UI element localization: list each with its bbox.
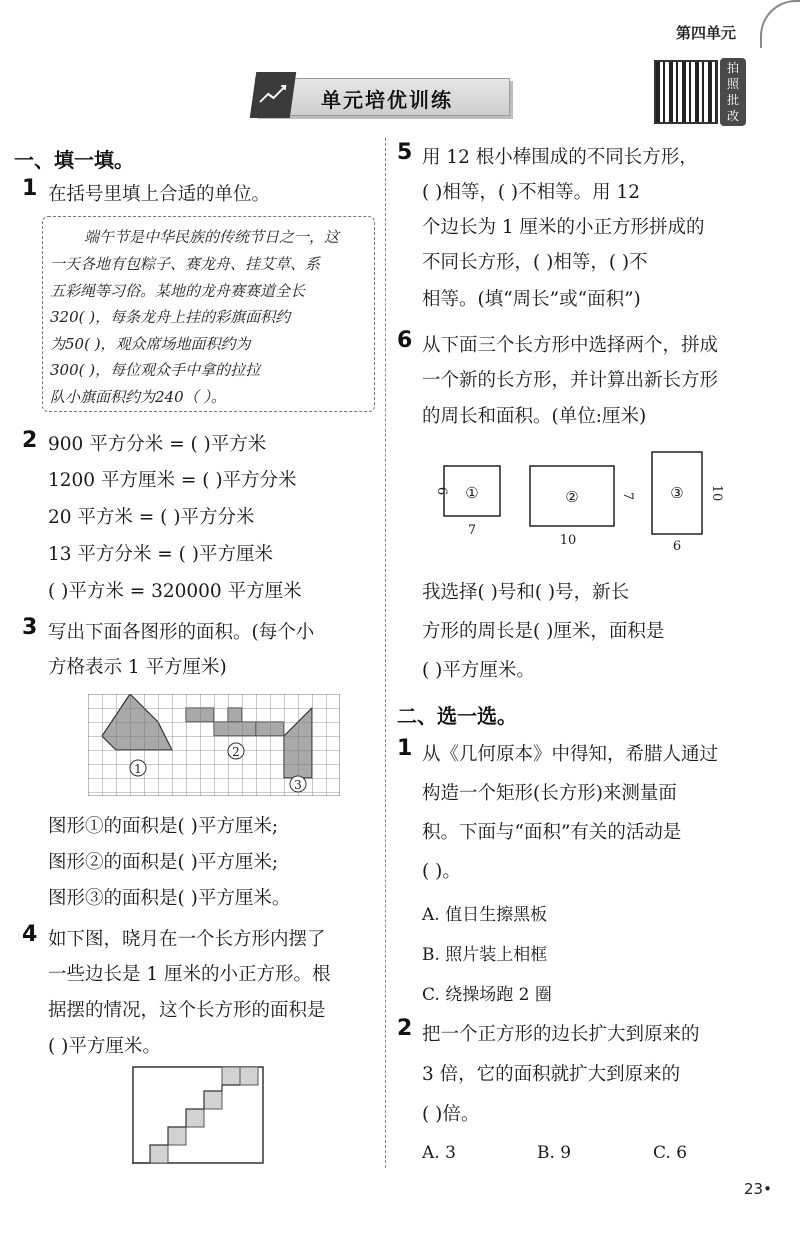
passage-line: 一天各地有包粽子、赛龙舟、挂艾草、系: [50, 255, 321, 273]
svg-text:3: 3: [294, 778, 302, 792]
passage-line: 300( )，每位观众手中拿的拉拉: [50, 361, 261, 379]
question-line: ( )平方厘米。: [48, 1036, 161, 1057]
passage-line: 端午节是中华民族的传统节日之一，这: [84, 228, 340, 246]
question-line: ( )相等，( )不相等。用 12: [422, 182, 641, 203]
question-number: 2: [22, 428, 38, 453]
question-line: 的周长和面积。(单位:厘米): [422, 406, 647, 427]
grid-figure: [88, 694, 340, 796]
conversion-line: ( )平方米 = 320000 平方厘米: [48, 581, 302, 602]
question-line: 构造一个矩形(长方形)来测量面: [422, 783, 677, 804]
question-line: 一个新的长方形，并计算出新长方形: [422, 370, 719, 391]
option-a: A. 值日生擦黑板: [422, 905, 548, 925]
conversion-line: 1200 平方厘米 = ( )平方分米: [48, 470, 297, 491]
answer-line: ( )平方厘米。: [422, 660, 535, 681]
question-line: 一些边长是 1 厘米的小正方形。根: [48, 964, 331, 985]
question-line: 方格表示 1 平方厘米): [48, 657, 227, 678]
passage-line: 队小旗面积约为240（ ）。: [50, 388, 226, 406]
svg-text:2: 2: [232, 745, 240, 759]
unit-label: 第四单元: [676, 24, 737, 42]
rect-1: [434, 466, 500, 538]
shape-label-2: [228, 743, 244, 759]
qr-tag-text: 拍照批改: [726, 61, 739, 123]
conversion-line: 900 平方分米 = ( )平方米: [48, 434, 267, 455]
staircase-figure: [132, 1066, 264, 1164]
banner-title: 单元培优训练: [321, 88, 453, 112]
conversion-line: 13 平方分米 = ( )平方厘米: [48, 544, 273, 565]
corner-decoration: [760, 0, 800, 48]
rect-1-height: 6: [434, 486, 449, 496]
rect-1-width: 7: [467, 523, 477, 538]
rect-3: [652, 452, 724, 554]
question-number: 6: [397, 328, 413, 353]
question-number: 5: [397, 140, 413, 165]
question-line: 把一个正方形的边长扩大到原来的: [422, 1024, 700, 1045]
option-a: A. 3: [422, 1143, 456, 1163]
qr-code[interactable]: [654, 60, 718, 124]
question-line: 3 倍，它的面积就扩大到原来的: [422, 1064, 681, 1085]
answer-line: 图形③的面积是( )平方厘米。: [48, 888, 291, 909]
question-number: 3: [22, 615, 38, 640]
option-b: B. 照片装上相框: [422, 945, 548, 965]
column-divider: [385, 138, 386, 1168]
option-c: C. 绕操场跑 2 圈: [422, 985, 552, 1005]
section-heading-choose: 二、选一选。: [397, 704, 517, 728]
question-line: 如下图，晓月在一个长方形内摆了: [48, 929, 326, 950]
conversion-line: 20 平方米 = ( )平方分米: [48, 507, 255, 528]
shape-label-3: [290, 776, 306, 792]
question-line: 据摆的情况，这个长方形的面积是: [48, 1000, 326, 1021]
question-line: 不同长方形，( )相等，( )不: [422, 252, 648, 273]
answer-line: 方形的周长是( )厘米，面积是: [422, 621, 665, 642]
rect-3-width: 6: [672, 539, 682, 554]
question-number: 4: [22, 922, 38, 947]
question-line: ( )倍。: [422, 1104, 480, 1125]
question-number: 1: [22, 176, 38, 201]
answer-line: 图形②的面积是( )平方厘米;: [48, 852, 279, 873]
page-number: 23•: [744, 1180, 772, 1198]
question-line: 用 12 根小棒围成的不同长方形，: [422, 147, 698, 168]
qr-tag[interactable]: [720, 58, 746, 126]
question-number: 1: [397, 736, 413, 761]
rect-1-label: ①: [465, 484, 479, 502]
question-line: 相等。(填“周长”或“面积”): [422, 289, 641, 310]
rectangles-figure: [430, 448, 730, 558]
answer-line: 我选择( )号和( )号，新长: [422, 582, 630, 603]
question-line: 写出下面各图形的面积。(每个小: [48, 622, 315, 643]
passage-line: 为50( )，观众席场地面积约为: [50, 335, 251, 353]
svg-text:1: 1: [134, 762, 142, 776]
question-line: 从下面三个长方形中选择两个，拼成: [422, 335, 719, 356]
shape-label-1: [130, 760, 146, 776]
rect-2: [530, 466, 635, 548]
passage-line: 320( )，每条龙舟上挂的彩旗面积约: [50, 308, 291, 326]
question-number: 2: [397, 1016, 413, 1041]
rect-3-height: 10: [709, 484, 724, 502]
option-b: B. 9: [537, 1143, 572, 1163]
question-line: 从《几何原本》中得知，希腊人通过: [422, 744, 719, 765]
question-prompt: 在括号里填上合适的单位。: [48, 184, 271, 205]
trend-icon: [250, 72, 296, 118]
passage-line: 五彩绳等习俗。某地的龙舟赛赛道全长: [50, 282, 306, 300]
rect-2-width: 10: [559, 533, 577, 548]
rect-2-label: ②: [565, 488, 579, 506]
question-line: 积。下面与“面积”有关的活动是: [422, 822, 682, 843]
rect-3-label: ③: [670, 484, 684, 502]
question-line: 个边长为 1 厘米的小正方形拼成的: [422, 217, 705, 238]
answer-line: 图形①的面积是( )平方厘米;: [48, 816, 279, 837]
section-banner: [255, 78, 510, 116]
section-heading-fill: 一、填一填。: [14, 148, 134, 172]
question-line: ( )。: [422, 861, 461, 882]
rect-2-height: 7: [620, 491, 635, 501]
option-c: C. 6: [653, 1143, 688, 1163]
